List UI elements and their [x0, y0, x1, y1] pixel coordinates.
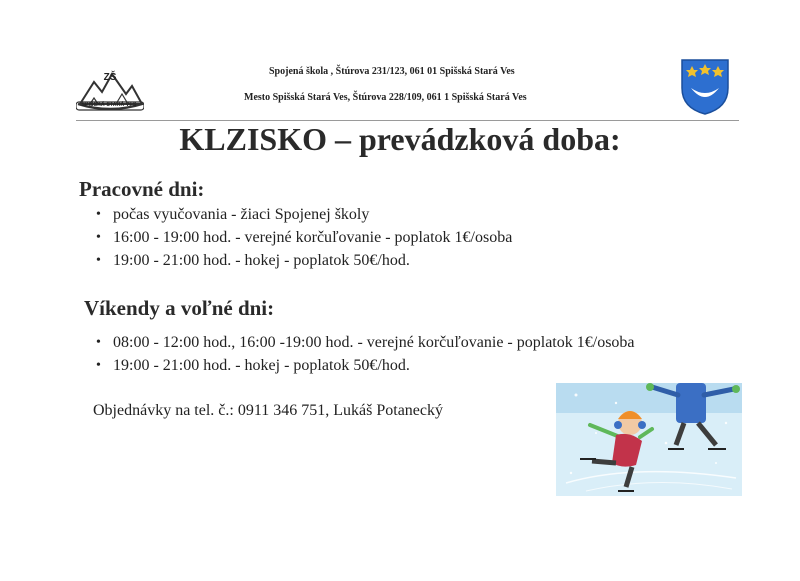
school-address: Spojená škola , Štúrova 231/123, 061 01 Spišská Stará Ves [269, 66, 515, 77]
town-coat-of-arms-icon [680, 58, 730, 116]
list-item: • 19:00 - 21:00 hod. - hokej - poplatok 50€/hod. [93, 354, 635, 377]
weekdays-list [93, 203, 512, 272]
weekends-list [93, 331, 635, 377]
ice-skating-children-icon [556, 383, 742, 496]
booking-contact: Objednávky na tel. č.: 0911 346 751, Lukáš Potanecký [93, 402, 443, 419]
school-logo-caption: SPIŠSKÁ STARÁ VES [81, 102, 137, 108]
list-item: • 16:00 - 19:00 hod. - verejné korčuľovanie - poplatok 1€/osoba [93, 226, 512, 249]
list-item: • počas vyučovania - žiaci Spojenej školy [93, 203, 512, 226]
school-logo-letters: ZŠ [103, 72, 117, 83]
list-item: • 08:00 - 12:00 hod., 16:00 -19:00 hod. - verejné korčuľovanie - poplatok 1€/osoba [93, 331, 635, 354]
page-title: KLZISKO – prevádzková doba: [179, 121, 621, 157]
weekends-heading: Víkendy a voľné dni: [84, 296, 275, 320]
weekdays-heading: Pracovné dni: [79, 177, 205, 201]
town-address: Mesto Spišská Stará Ves, Štúrova 228/109, 061 1 Spišská Stará Ves [244, 92, 527, 103]
list-item: • 19:00 - 21:00 hod. - hokej - poplatok 50€/hod. [93, 249, 512, 272]
